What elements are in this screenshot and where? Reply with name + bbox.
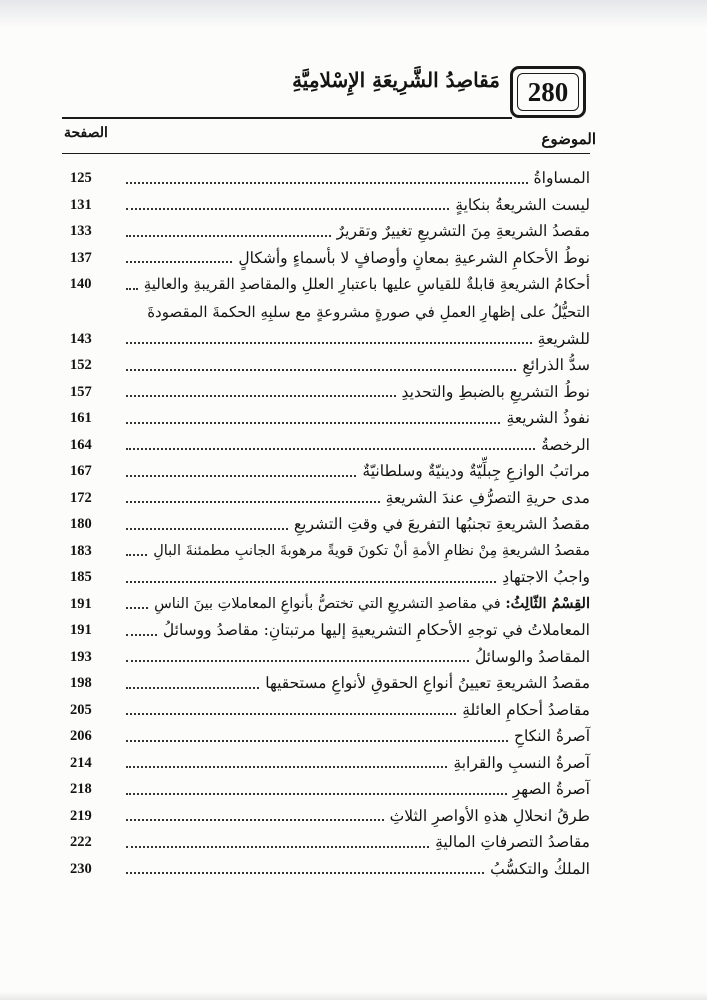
toc-entry-title: مقصدُ الشريعةِ تعيينُ أنواعِ الحقوقِ لأنواعِ مستحقيها xyxy=(265,674,590,692)
toc-entry-title: نوطُ التشريعِ بالضبطِ والتحديدِ xyxy=(401,382,590,401)
toc-entry-page: 214 xyxy=(70,754,92,771)
dot-leader xyxy=(126,475,356,477)
toc-entry xyxy=(70,644,590,671)
toc-entry-title: ليست الشريعةُ بنكايةٍ xyxy=(455,195,590,214)
scan-bottom-edge xyxy=(0,992,707,1000)
page-number: 280 xyxy=(527,76,569,107)
toc-entry-page: 218 xyxy=(70,781,92,797)
toc-entry-page: 185 xyxy=(70,569,92,585)
toc-entry-title: مقصدُ الشريعةِ مِنَ التشريعِ تغييرٌ وتقريرٌ xyxy=(336,222,590,240)
dot-leader xyxy=(126,501,380,503)
toc-entry xyxy=(70,352,590,379)
toc-entry-page: 167 xyxy=(70,463,92,479)
running-header-title: مَقاصِدُ الشَّرِيعَةِ الإِسْلامِيَّةِ xyxy=(292,68,500,92)
toc-entry-page: 230 xyxy=(70,860,92,877)
toc-entry xyxy=(70,405,590,432)
dot-leader xyxy=(126,846,429,848)
page-number-frame xyxy=(510,66,586,118)
toc-entry xyxy=(70,271,590,298)
toc-entry-title: التحيُّلُ على إظهارِ العملِ في صورةٍ مشروعةٍ مع سلبِهِ الحكمةَ المقصودةَ xyxy=(147,302,590,321)
scan-top-edge xyxy=(0,0,707,28)
toc-entry-page: 137 xyxy=(70,249,92,266)
toc-entry-title: نفوذُ الشريعةِ xyxy=(506,409,590,427)
dot-leader xyxy=(126,687,259,689)
dot-leader xyxy=(126,607,148,609)
column-label-topic: الموضوع xyxy=(541,130,596,148)
toc-entry xyxy=(70,591,590,618)
toc-entry xyxy=(70,511,590,538)
column-header-rule xyxy=(62,153,590,154)
toc-entry-page: 131 xyxy=(70,196,92,213)
toc-entry-page: 133 xyxy=(70,223,92,239)
toc-entry-page: 140 xyxy=(69,276,92,292)
toc-entry-page: 125 xyxy=(70,170,92,186)
toc-entry xyxy=(70,218,590,245)
header-rule xyxy=(62,117,512,119)
toc-entry-title: المقاصدُ والوسائلُ xyxy=(474,647,590,666)
toc-entry xyxy=(70,458,590,485)
toc-entry-title: أحكامُ الشريعةِ قابلةٌ للقياسِ عليها باعتبارِ العللِ والمقاصدِ القريبةِ والعاليةِ xyxy=(143,275,590,293)
dot-leader xyxy=(126,660,469,662)
toc-entry-page: 205 xyxy=(70,701,92,718)
toc-entry xyxy=(70,538,590,565)
toc-entry xyxy=(70,617,590,644)
toc-entry xyxy=(70,829,590,856)
dot-leader xyxy=(126,819,384,821)
toc-entry xyxy=(70,723,590,750)
dot-leader xyxy=(126,342,532,344)
toc-entry-title: آصرةُ النكاحِ xyxy=(513,727,590,745)
dot-leader xyxy=(126,448,535,450)
toc-entry-page: 191 xyxy=(70,595,92,612)
dot-leader xyxy=(126,261,232,263)
toc-entry-title: مقصدُ الشريعةِ تجنبُها التفريعَ في وقتِ التشريعِ xyxy=(293,515,590,533)
toc-entry-page: 164 xyxy=(70,436,92,453)
toc-entry-page: 198 xyxy=(70,675,92,691)
dot-leader xyxy=(126,369,516,371)
toc-entry-page: 193 xyxy=(70,648,92,665)
toc-entry-title: واجبُ الاجتهادِ xyxy=(502,568,590,586)
toc-entry xyxy=(70,245,590,272)
table-of-contents xyxy=(70,165,590,882)
toc-entry-page: 222 xyxy=(70,834,92,850)
toc-entry-title: المعاملاتُ في توجهِ الأحكامِ التشريعيةِ إليها مرتبتانِ: مقاصدُ ووسائلُ xyxy=(162,621,590,639)
toc-entry xyxy=(70,856,590,883)
toc-entry-page: 161 xyxy=(70,410,92,426)
toc-entry-title: المساواةُ xyxy=(533,169,590,187)
toc-entry xyxy=(70,326,590,353)
toc-entry-title: آصرةُ الصهرِ xyxy=(512,780,590,798)
dot-leader xyxy=(126,581,496,583)
toc-entry-page: 157 xyxy=(70,383,92,400)
toc-entry-title: مقصدُ الشريعةِ مِنْ نظامِ الأمةِ أنْ تكونَ قويةً مرهوبةَ الجانبِ مطمئنةَ البالِ xyxy=(153,542,590,559)
toc-entry-title: للشريعةِ xyxy=(537,329,590,348)
toc-entry-title: مقاصدُ التصرفاتِ الماليةِ xyxy=(435,833,590,851)
toc-entry-page: 143 xyxy=(70,330,92,347)
toc-entry-title: الرخصةُ xyxy=(541,435,590,454)
toc-entry-page: 172 xyxy=(70,489,92,506)
toc-entry xyxy=(70,432,590,459)
dot-leader xyxy=(126,793,507,795)
dot-leader xyxy=(126,395,396,397)
toc-entry xyxy=(70,670,590,697)
dot-leader xyxy=(126,288,138,290)
section-heading-label: القِسْمُ الثّالِثُ: xyxy=(505,594,590,612)
toc-entry xyxy=(70,803,590,830)
dot-leader xyxy=(126,634,157,636)
toc-entry xyxy=(70,192,590,219)
toc-entry-page: 219 xyxy=(70,807,92,824)
toc-entry xyxy=(70,379,590,406)
dot-leader xyxy=(126,872,484,874)
toc-entry-page: 191 xyxy=(70,622,92,638)
toc-entry-title: مدى حريةِ التصرُّفِ عندَ الشريعةِ xyxy=(385,488,590,507)
toc-entry xyxy=(70,485,590,512)
toc-entry xyxy=(70,697,590,724)
dot-leader xyxy=(126,713,456,715)
dot-leader xyxy=(126,235,331,237)
toc-entry xyxy=(70,165,590,192)
toc-entry-title: سدُّ الذرائعِ xyxy=(522,356,590,374)
dot-leader xyxy=(126,182,528,184)
toc-entry xyxy=(70,776,590,803)
dot-leader xyxy=(126,208,449,210)
toc-entry xyxy=(70,298,590,326)
toc-entry xyxy=(70,564,590,591)
toc-entry-title: الملكُ والتكسُّبُ xyxy=(490,859,590,878)
dot-leader xyxy=(126,528,288,530)
toc-entry xyxy=(70,750,590,777)
dot-leader xyxy=(126,740,508,742)
toc-entry-page: 180 xyxy=(70,516,92,532)
toc-entry-title: مراتبُ الوازعِ جِبلِّيّةٌ ودينيّةٌ وسلطانيّةٌ xyxy=(362,462,590,480)
dot-leader xyxy=(126,766,447,768)
dot-leader xyxy=(126,554,147,556)
toc-entry-title: مقاصدُ أحكامِ العائلةِ xyxy=(462,700,590,719)
dot-leader xyxy=(126,422,500,424)
toc-entry-title: القِسْمُ الثّالِثُ: في مقاصدِ التشريعِ التي تختصُّ بأنواعِ المعاملاتِ بينَ الناسِ xyxy=(154,594,590,612)
column-label-page: الصفحة xyxy=(64,125,108,141)
toc-entry-title: آصرةُ النسبِ والقرابةِ xyxy=(453,753,590,772)
toc-entry-page: 206 xyxy=(70,728,92,744)
toc-entry-title: طرقُ انحلالِ هذهِ الأواصرِ الثلاثِ xyxy=(389,806,590,825)
toc-entry-title: نوطُ الأحكامِ الشرعيةِ بمعانٍ وأوصافٍ لا بأسماءٍ وأشكالٍ xyxy=(238,248,590,267)
toc-entry-page: 183 xyxy=(70,542,92,559)
toc-entry-page: 152 xyxy=(70,357,92,373)
